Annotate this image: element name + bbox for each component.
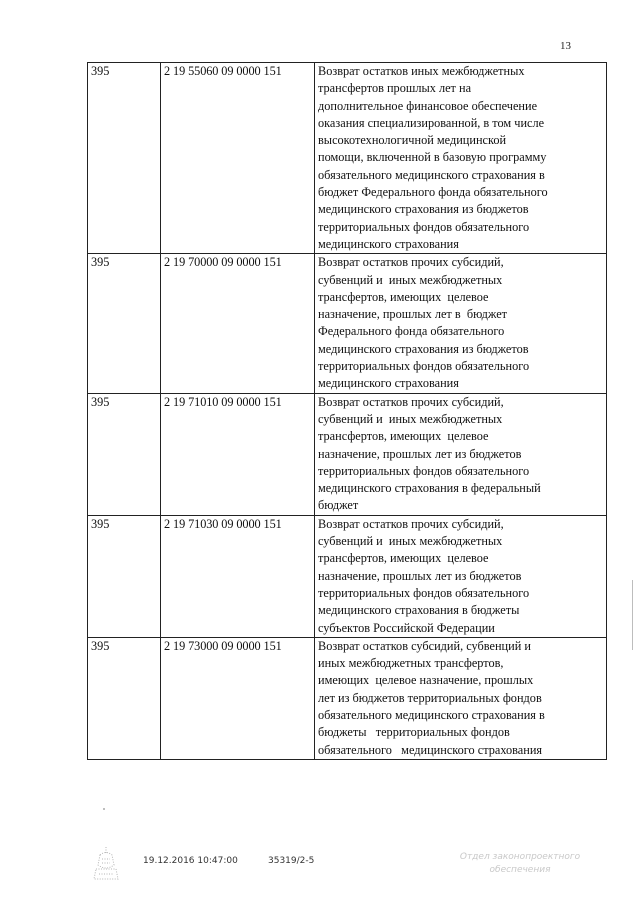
budget-code-cell: 2 19 71030 09 0000 151	[161, 515, 315, 637]
description-line: Возврат остатков прочих субсидий,	[318, 255, 504, 270]
description-line: оказания специализированной, в том числе	[318, 115, 545, 130]
admin-code-cell: 395	[88, 63, 161, 254]
description-line: территориальных фондов обязательного	[318, 585, 530, 600]
table-row	[88, 515, 607, 637]
description-line: бюджет	[318, 498, 359, 513]
budget-code-cell: 2 19 71010 09 0000 151	[161, 393, 315, 515]
table-body	[88, 63, 607, 760]
description-line: трансфертов прошлых лет на	[318, 81, 472, 96]
admin-code-cell: 395	[88, 393, 161, 515]
stamp-line-2: обеспечения	[489, 865, 551, 875]
table-row	[88, 393, 607, 515]
description-line: территориальных фондов обязательного	[318, 219, 530, 234]
description-line: Возврат остатков иных межбюджетных	[318, 64, 525, 78]
scan-margin-line	[632, 580, 633, 650]
admin-code-cell: 395	[88, 515, 161, 637]
description-line: трансфертов, имеющих целевое	[318, 289, 489, 304]
footer-doc-number: 35319/2-5	[268, 856, 315, 866]
description-line: территориальных фондов обязательного	[318, 463, 530, 478]
description-line: Возврат остатков прочих субсидий,	[318, 394, 504, 409]
description-line: назначение, прошлых лет в бюджет	[318, 307, 508, 322]
table-row	[88, 63, 607, 254]
department-stamp	[445, 851, 595, 881]
description-line: назначение, прошлых лет из бюджетов	[318, 446, 522, 461]
budget-code-cell: 2 19 73000 09 0000 151	[161, 637, 315, 759]
description-line: медицинского страхования в бюджеты	[318, 603, 520, 618]
description-line: Федерального фонда обязательного	[318, 324, 505, 339]
description-line: обязательного медицинского страхования	[318, 742, 543, 757]
description-cell	[315, 254, 607, 393]
description-line: медицинского страхования из бюджетов	[318, 341, 529, 356]
description-cell	[315, 637, 607, 759]
description-line: трансфертов, имеющих целевое	[318, 551, 489, 566]
description-line: имеющих целевое назначение, прошлых	[318, 673, 534, 688]
budget-classification-table	[87, 62, 607, 760]
budget-code-cell: 2 19 70000 09 0000 151	[161, 254, 315, 393]
description-line: медицинского страхования	[318, 376, 459, 391]
description-line: иных межбюджетных трансфертов,	[318, 656, 504, 671]
description-line: субвенций и иных межбюджетных	[318, 534, 503, 549]
stamp-line-1: Отдел законопроектного	[459, 852, 581, 862]
description-line: дополнительное финансовое обеспечение	[318, 98, 538, 113]
description-line: лет из бюджетов территориальных фондов	[318, 690, 542, 705]
description-line: трансфертов, имеющих целевое	[318, 429, 489, 444]
description-line: бюджет Федерального фонда обязательного	[318, 185, 548, 200]
description-line: медицинского страхования из бюджетов	[318, 202, 529, 217]
description-line: бюджеты территориальных фондов	[318, 725, 510, 740]
footer-datetime: 19.12.2016 10:47:00	[143, 856, 238, 866]
description-line: помощи, включенной в базовую программу	[318, 150, 547, 165]
description-line: обязательного медицинского страхования в	[318, 167, 545, 182]
description-line: медицинского страхования	[318, 236, 459, 251]
admin-code-cell: 395	[88, 637, 161, 759]
table-row	[88, 254, 607, 393]
description-line: высокотехнологичной медицинской	[318, 133, 507, 148]
scan-speck	[103, 808, 105, 810]
description-line: территориальных фондов обязательного	[318, 359, 530, 374]
description-line: Возврат остатков субсидий, субвенций и	[318, 638, 531, 653]
description-cell	[315, 63, 607, 254]
emblem-icon	[90, 845, 122, 883]
description-line: Возврат остатков прочих субсидий,	[318, 516, 504, 531]
admin-code-cell: 395	[88, 254, 161, 393]
description-line: субвенций и иных межбюджетных	[318, 272, 503, 287]
description-cell	[315, 515, 607, 637]
description-line: назначение, прошлых лет из бюджетов	[318, 568, 522, 583]
description-line: медицинского страхования в федеральный	[318, 481, 541, 496]
description-cell	[315, 393, 607, 515]
budget-code-cell: 2 19 55060 09 0000 151	[161, 63, 315, 254]
page-number: 13	[560, 40, 571, 52]
description-line: субвенций и иных межбюджетных	[318, 411, 503, 426]
table-row	[88, 637, 607, 759]
description-line: субъектов Российской Федерации	[318, 620, 495, 635]
description-line: обязательного медицинского страхования в	[318, 707, 545, 722]
